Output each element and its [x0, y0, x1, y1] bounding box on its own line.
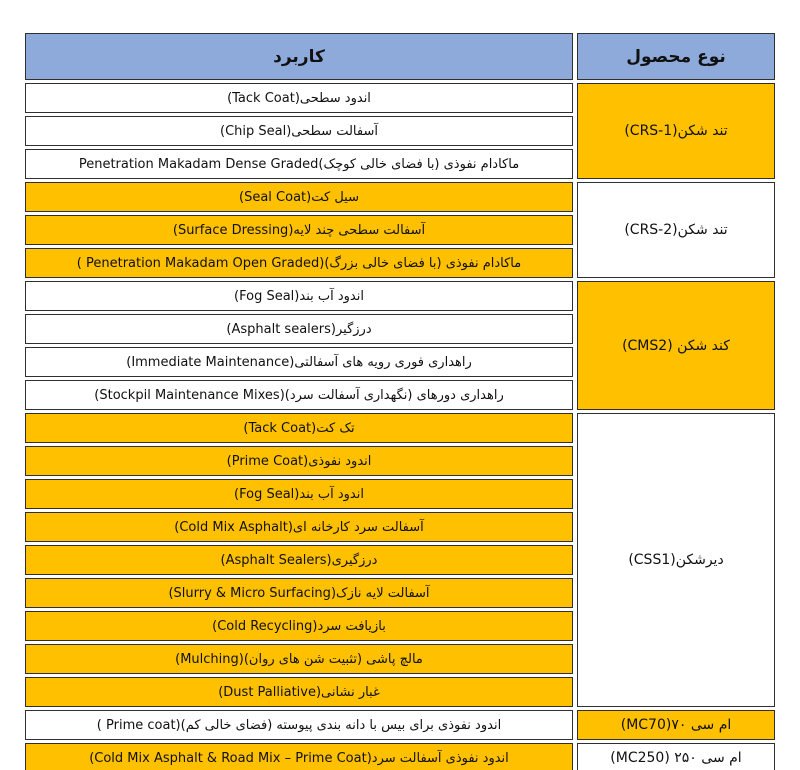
application-cell: سیل کت(Seal Coat) [25, 182, 573, 212]
application-cell: اندود آب بند(Fog Seal) [25, 479, 573, 509]
table-row [25, 710, 775, 740]
application-cell: تک کت(Tack Coat) [25, 413, 573, 443]
application-cell: اندود سطحی(Tack Coat) [25, 83, 573, 113]
product-type-cell: تند شکن(CRS-1) [577, 83, 775, 179]
application-cell: اندود نفوذی برای بیس با دانه بندی پیوسته (فضای خالی کم)(Prime coat ) [25, 710, 573, 740]
application-cell: آسفالت سطحی(Chip Seal) [25, 116, 573, 146]
application-cell: مالچ پاشی (تثبیت شن های روان)(Mulching) [25, 644, 573, 674]
product-type-cell: ام سی ۲۵۰ (MC250) [577, 743, 775, 770]
application-cell: راهداری فوری رویه های آسفالتی(Immediate Maintenance) [25, 347, 573, 377]
table-row [25, 281, 775, 311]
application-cell: اندود نفوذی(Prime Coat) [25, 446, 573, 476]
application-cell: اندود آب بند(Fog Seal) [25, 281, 573, 311]
table-row [25, 743, 775, 770]
table-row [25, 83, 775, 113]
application-cell: بازیافت سرد(Cold Recycling) [25, 611, 573, 641]
application-cell: ماکادام نفوذی (با فضای خالی کوچک)Penetration Makadam Dense Graded [25, 149, 573, 179]
table-row [25, 182, 775, 212]
application-cell: آسفالت سرد کارخانه ای(Cold Mix Asphalt) [25, 512, 573, 542]
product-type-cell: تند شکن(CRS-2) [577, 182, 775, 278]
product-type-cell: ام سی ۷۰(MC70) [577, 710, 775, 740]
application-cell: آسفالت لایه نازک(Slurry & Micro Surfacing) [25, 578, 573, 608]
application-cell: ماکادام نفوذی (با فضای خالی بزرگ)(Penetration Makadam Open Graded ) [25, 248, 573, 278]
application-cell: اندود نفوذی آسفالت سرد(Cold Mix Asphalt & Road Mix – Prime Coat) [25, 743, 573, 770]
header-row [25, 33, 775, 80]
product-type-cell: دیرشکن(CSS1) [577, 413, 775, 707]
application-cell: درزگیری(Asphalt Sealers) [25, 545, 573, 575]
application-cell: درزگیر(Asphalt sealers) [25, 314, 573, 344]
table-row [25, 413, 775, 443]
products-applications-table [21, 30, 779, 770]
application-header: کاربرد [25, 33, 573, 80]
product-type-header: نوع محصول [577, 33, 775, 80]
application-cell: آسفالت سطحی چند لایه(Surface Dressing) [25, 215, 573, 245]
product-type-cell: کند شکن (CMS2) [577, 281, 775, 410]
application-cell: غبار نشانی(Dust Palliative) [25, 677, 573, 707]
application-cell: راهداری دورهای (نگهداری آسفالت سرد)(Stockpil Maintenance Mixes) [25, 380, 573, 410]
